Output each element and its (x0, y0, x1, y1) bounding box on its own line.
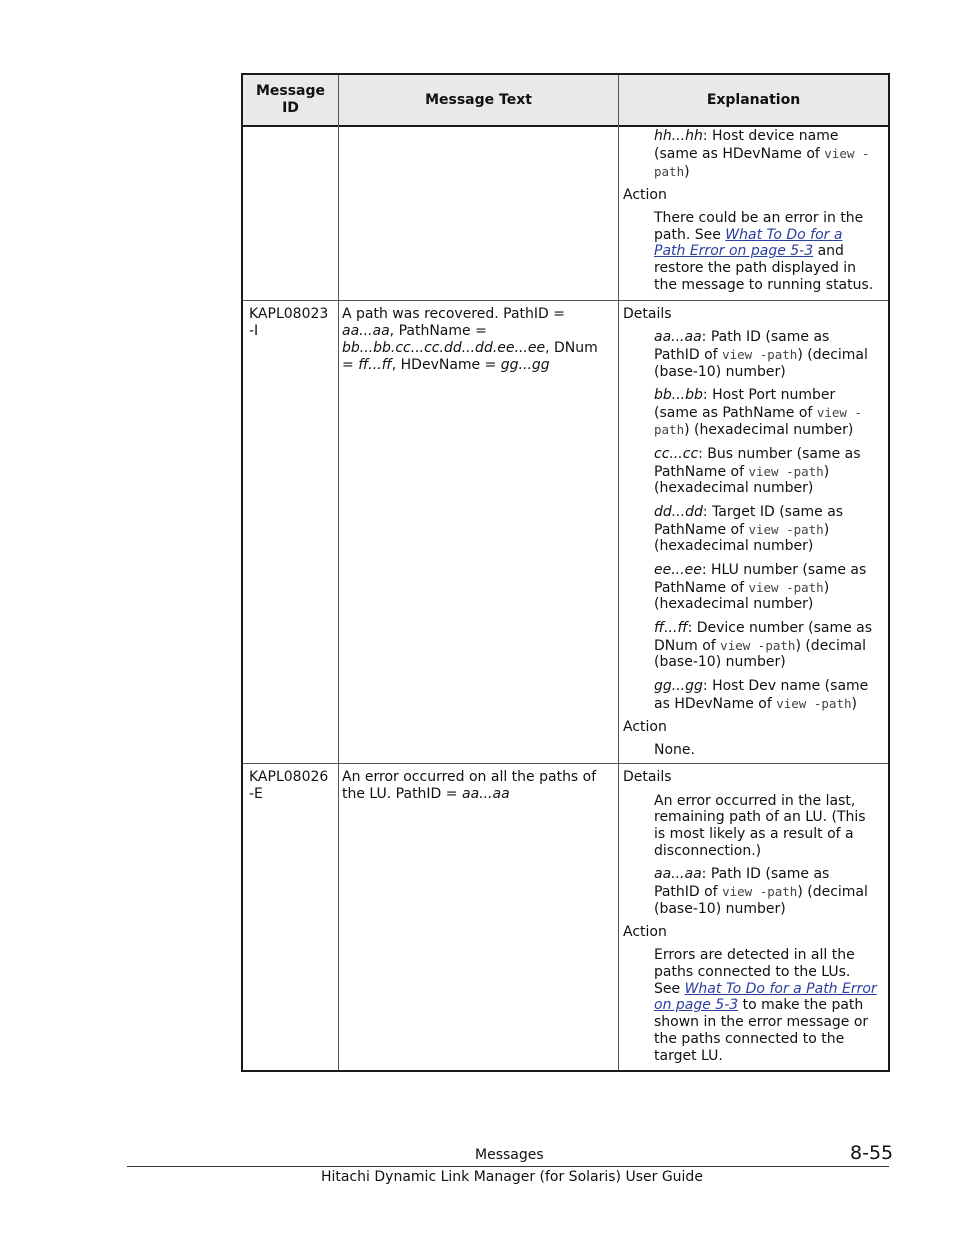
exp-line: target LU. (654, 1048, 723, 1064)
exp-line: disconnection.) (654, 843, 762, 859)
exp-line: cc...cc: Bus number (same as (654, 446, 861, 462)
action-label: Action (623, 924, 667, 940)
exp-line: See What To Do for a Path Error (654, 981, 877, 997)
msg-text-line: aa...aa, PathName = (342, 323, 487, 339)
exp-line: PathID of view -path) (decimal (654, 347, 868, 363)
path-error-link[interactable]: Path Error on page 5-3 (654, 243, 814, 259)
action-label: Action (623, 719, 667, 735)
exp-line: (base-10) number) (654, 654, 786, 670)
exp-line: aa...aa: Path ID (same as (654, 866, 830, 882)
exp-line: as HDevName of view -path) (654, 696, 857, 712)
exp-line: remaining path of an LU. (This (654, 809, 866, 825)
path-error-link[interactable]: What To Do for a Path Error (684, 981, 877, 997)
footer-divider (127, 1166, 889, 1167)
footer-page-number: 8-55 (850, 1142, 894, 1164)
exp-line: on page 5-3 to make the path (654, 997, 864, 1013)
header-explanation: Explanation (706, 91, 801, 108)
path-error-link[interactable]: What To Do for a (725, 227, 843, 243)
message-id-suffix: -I (249, 323, 259, 339)
exp-line: PathID of view -path) (decimal (654, 884, 868, 900)
path-error-link[interactable]: on page 5-3 (654, 997, 739, 1013)
header-message-id: Message ID (255, 83, 326, 116)
exp-line: (same as HDevName of view - (654, 146, 870, 162)
msg-text-line: = ff...ff, HDevName = gg...gg (342, 357, 550, 373)
message-id-suffix: -E (249, 786, 263, 802)
exp-line: aa...aa: Path ID (same as (654, 329, 830, 345)
exp-line: ee...ee: HLU number (same as (654, 562, 867, 578)
details-label: Details (623, 306, 672, 322)
exp-line: the paths connected to the (654, 1031, 845, 1047)
exp-line: PathName of view -path) (654, 522, 830, 538)
exp-line: the message to running status. (654, 277, 874, 293)
column-divider (338, 75, 339, 1070)
exp-line: path. See What To Do for a (654, 227, 843, 243)
message-id: KAPL08026 (249, 769, 329, 785)
details-label: Details (623, 769, 672, 785)
row-divider (243, 300, 888, 301)
exp-line: PathName of view -path) (654, 580, 830, 596)
exp-line: DNum of view -path) (decimal (654, 638, 867, 654)
message-id: KAPL08023 (249, 306, 329, 322)
exp-line: restore the path displayed in (654, 260, 857, 276)
action-text: None. (654, 742, 695, 758)
row-divider (243, 763, 888, 764)
msg-text-line: An error occurred on all the paths of (342, 769, 597, 785)
action-label: Action (623, 187, 667, 203)
exp-line: is most likely as a result of a (654, 826, 854, 842)
exp-line: path) (hexadecimal number) (654, 422, 854, 438)
exp-line: PathName of view -path) (654, 464, 830, 480)
msg-text-line: A path was recovered. PathID = (342, 306, 565, 322)
exp-line: (hexadecimal number) (654, 538, 814, 554)
exp-line: Path Error on page 5-3 and (654, 243, 844, 259)
message-table (241, 73, 890, 1072)
exp-line: Errors are detected in all the (654, 947, 855, 963)
column-divider (618, 75, 619, 1070)
exp-line: (same as PathName of view - (654, 405, 862, 421)
msg-text-line: the LU. PathID = aa...aa (342, 786, 510, 802)
table-header (243, 75, 888, 127)
exp-line: ff...ff: Device number (same as (654, 620, 873, 636)
exp-line: (hexadecimal number) (654, 596, 814, 612)
exp-line: shown in the error message or (654, 1014, 869, 1030)
exp-line: paths connected to the LUs. (654, 964, 851, 980)
exp-line: hh...hh: Host device name (654, 128, 839, 144)
exp-line: path) (654, 164, 690, 180)
exp-line: There could be an error in the (654, 210, 864, 226)
exp-line: An error occurred in the last, (654, 793, 856, 809)
footer-section: Messages (475, 1147, 544, 1163)
exp-line: bb...bb: Host Port number (654, 387, 836, 403)
exp-line: (base-10) number) (654, 364, 786, 380)
exp-line: (base-10) number) (654, 901, 786, 917)
exp-line: gg...gg: Host Dev name (same (654, 678, 869, 694)
msg-text-line: bb...bb.cc...cc.dd...dd.ee...ee, DNum (342, 340, 598, 356)
exp-line: (hexadecimal number) (654, 480, 814, 496)
header-message-text: Message Text (425, 91, 532, 108)
exp-line: dd...dd: Target ID (same as (654, 504, 844, 520)
footer-guide-title: Hitachi Dynamic Link Manager (for Solaris) User Guide (321, 1169, 703, 1185)
